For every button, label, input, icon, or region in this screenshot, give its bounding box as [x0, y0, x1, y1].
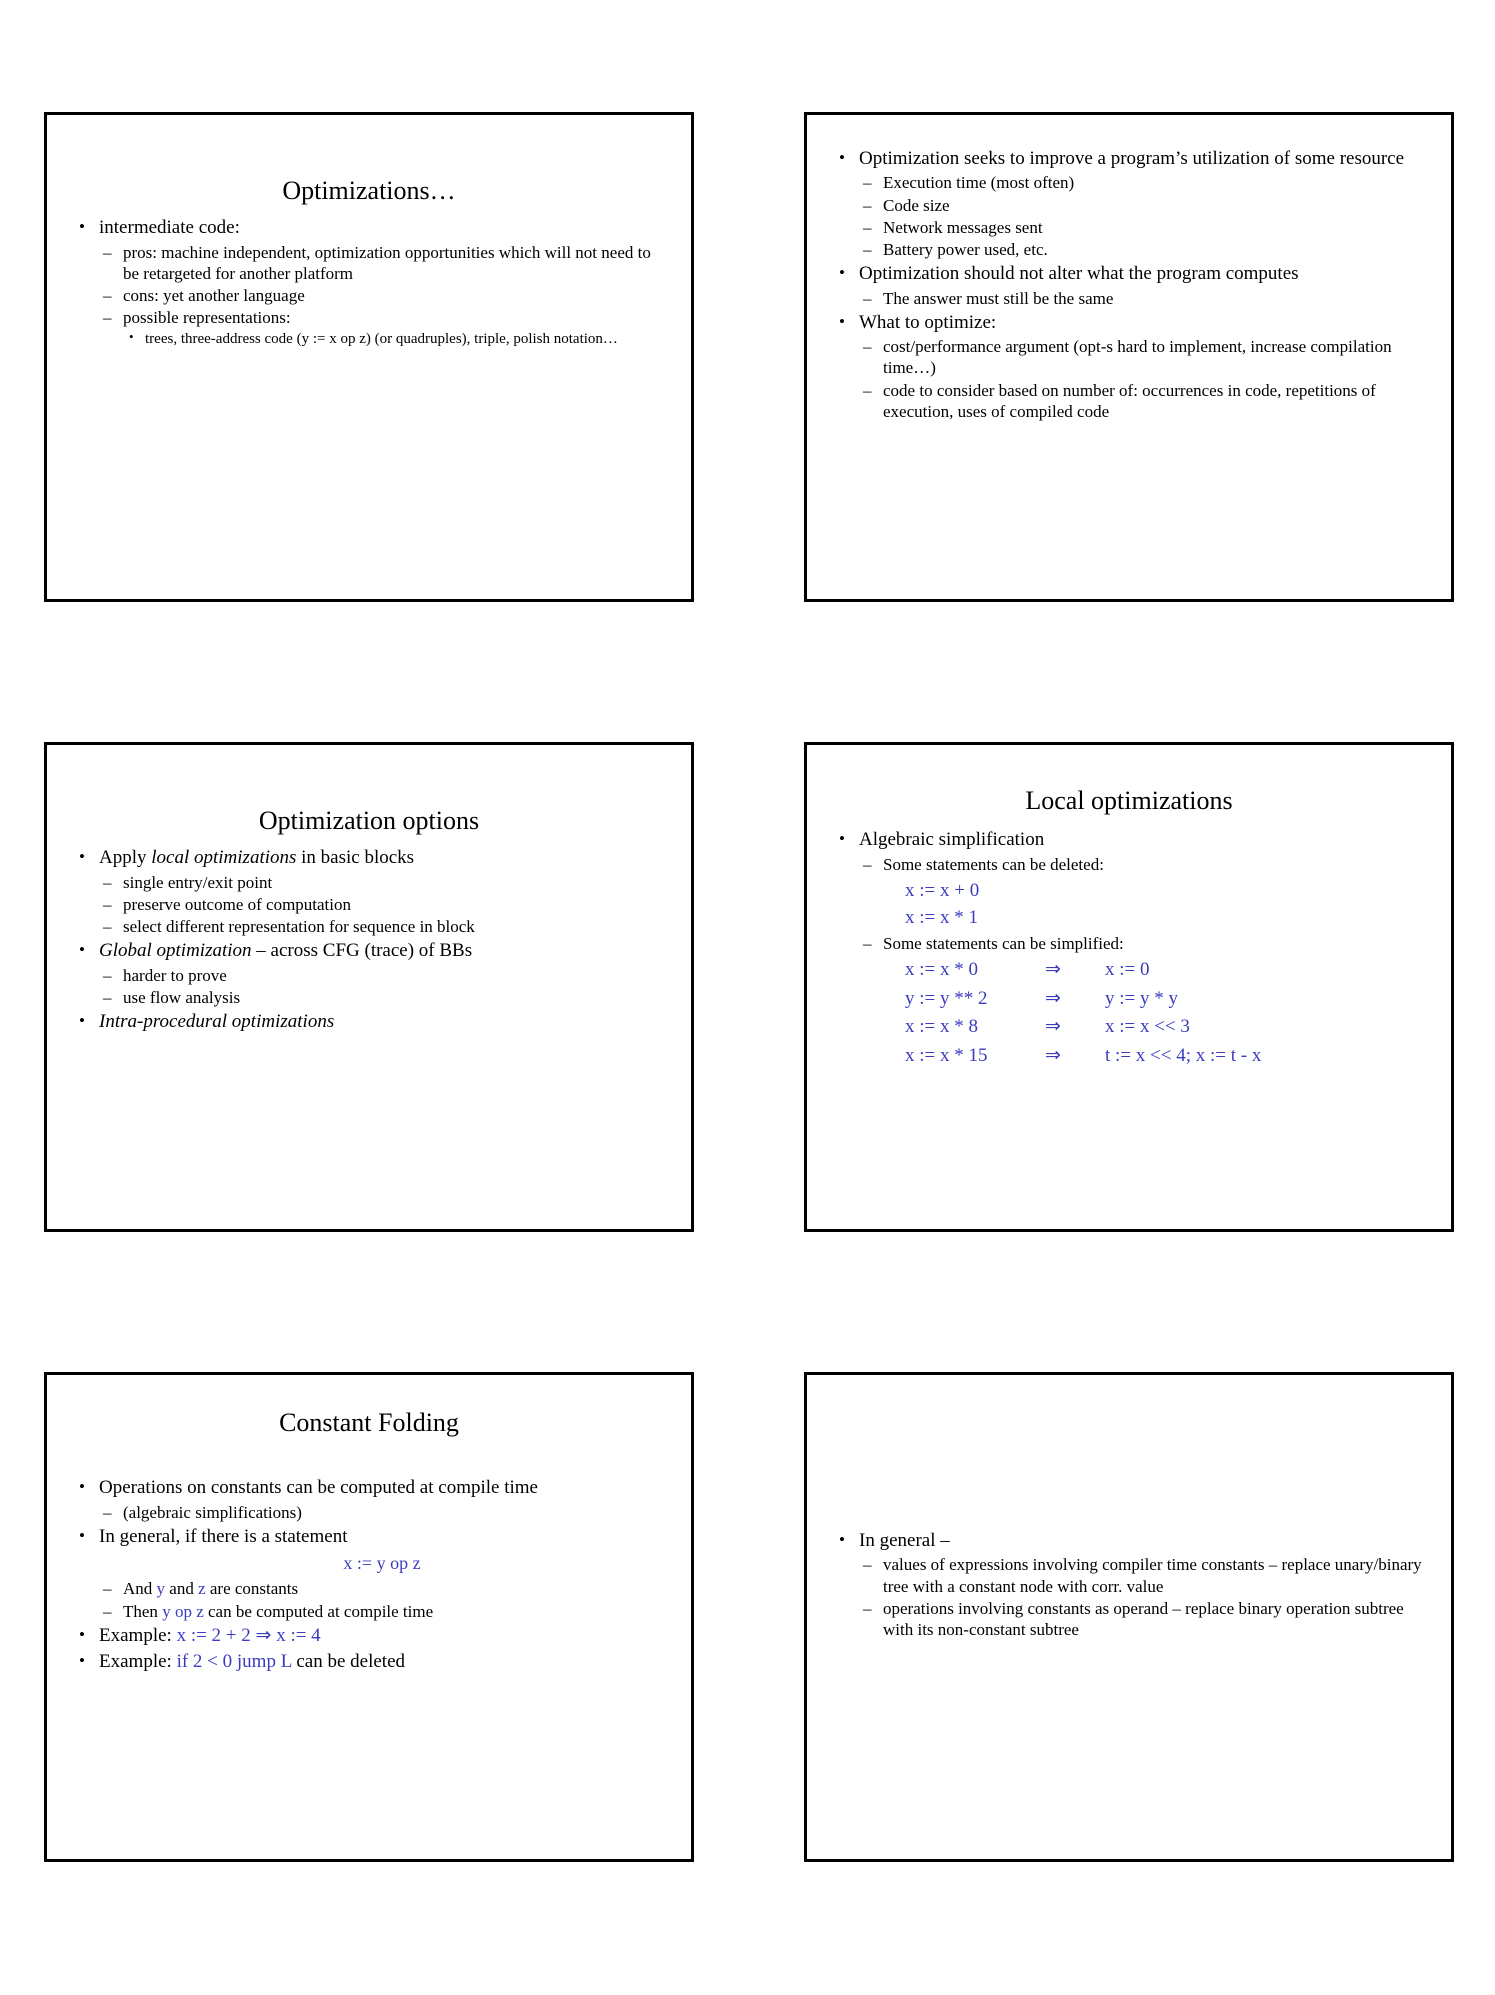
list-item — [859, 288, 1425, 309]
list-item-text: Execution time (most often) — [883, 173, 1075, 193]
list-item — [833, 1529, 1425, 1640]
list-item — [73, 939, 665, 1008]
code-rhs: x := x << 3 — [1105, 1016, 1190, 1038]
list-item-text: code to consider based on number of: occurrences in code, repetitions of execution, uses of compiled code — [883, 380, 1376, 421]
list-item-text: And — [123, 1579, 157, 1599]
list-item-text: can be computed at compile time — [203, 1601, 434, 1621]
list-item-text: The answer must still be the same — [883, 288, 1114, 308]
list-item — [99, 307, 665, 349]
list-item — [833, 147, 1425, 260]
list-item-text: Code size — [883, 195, 950, 215]
sub-list — [99, 1502, 665, 1523]
list-item-text: values of expressions involving compiler time constants – replace unary/binary tree with a constant node with corr. value — [883, 1555, 1422, 1596]
code-rhs: t := x << 4; x := t - x — [1105, 1044, 1262, 1066]
list-item — [859, 195, 1425, 216]
list-item — [859, 336, 1425, 379]
code-token: y — [156, 1579, 166, 1599]
list-item-text: select different representation for sequence in block — [123, 917, 475, 936]
sub-list — [859, 854, 1425, 875]
list-item — [833, 311, 1425, 422]
list-item — [859, 1554, 1425, 1597]
sub-list — [99, 965, 665, 1009]
implies-icon: ⇒ — [1045, 1016, 1061, 1038]
list-item-text: Network messages sent — [883, 217, 1043, 237]
list-item — [99, 242, 665, 285]
sub-list — [99, 1578, 665, 1622]
list-item-text: pros: machine independent, optimization opportunities which will not need to be retargeted for another platform — [123, 242, 651, 283]
sub-sub-list — [123, 330, 665, 350]
list-item-text: Example: — [99, 1651, 177, 1673]
sub-list — [859, 933, 1425, 954]
implies-icon: ⇒ — [1045, 987, 1061, 1009]
list-item-text: trees, three-address code (y := x op z) (or quadruples), triple, polish notation… — [145, 330, 618, 347]
list-item — [99, 1578, 665, 1599]
code-lhs: x := x * 8 — [905, 1016, 978, 1038]
code-line: x := x + 0 — [905, 879, 980, 901]
list-item — [99, 916, 665, 937]
list-item — [73, 1624, 665, 1648]
list-item-text: (algebraic simplifications) — [123, 1502, 302, 1522]
list-item-text-emphasis: local optimizations — [151, 847, 297, 869]
list-item-text: intermediate code: — [99, 217, 240, 239]
list-item-text: Then — [123, 1601, 163, 1621]
code-line: x := x * 1 — [905, 907, 978, 929]
list-item-text: cost/performance argument (opt-s hard to implement, increase compilation time…) — [883, 337, 1392, 378]
list-item-text-emphasis: Global optimization — [99, 940, 252, 962]
simplification-row — [859, 1042, 1425, 1071]
slide-optimizations — [44, 112, 694, 602]
list-item — [859, 380, 1425, 423]
list-item — [859, 217, 1425, 238]
list-item — [859, 854, 1425, 875]
slide-constant-folding — [44, 1372, 694, 1862]
slide-content — [833, 828, 1425, 1070]
simplification-row — [859, 985, 1425, 1014]
slide-content — [73, 216, 665, 349]
code-rhs: x := 0 — [1105, 959, 1150, 981]
list-item — [99, 872, 665, 893]
list-item — [859, 172, 1425, 193]
list-item-text: can be deleted — [291, 1651, 405, 1673]
code-rhs: y := y * y — [1105, 987, 1178, 1009]
slide-title: Optimizations… — [282, 176, 456, 205]
list-item — [99, 987, 665, 1008]
slide-local-optimizations — [804, 742, 1454, 1232]
implies-icon: ⇒ — [1045, 1044, 1061, 1066]
slide-title: Constant Folding — [279, 1408, 459, 1437]
code-lhs: x := x * 0 — [905, 959, 978, 981]
list-item-text-part: in basic blocks — [296, 847, 415, 869]
list-item-text: Optimization should not alter what the program computes — [859, 263, 1299, 285]
list-item-text: and — [165, 1579, 199, 1599]
list-item — [73, 1476, 665, 1523]
slide-content — [73, 1476, 665, 1674]
slide-content — [833, 1529, 1425, 1640]
list-item-text: use flow analysis — [123, 987, 241, 1007]
list-item — [73, 846, 665, 937]
code-lhs: y := y ** 2 — [905, 987, 988, 1009]
slide-optimization-goals — [804, 112, 1454, 602]
slide-constant-folding-general — [804, 1372, 1454, 1862]
list-item-text-part: Apply — [99, 847, 152, 869]
list-item-text: Operations on constants can be computed at compile time — [99, 1477, 538, 1499]
list-item-text: single entry/exit point — [123, 872, 273, 892]
code-lhs: x := x * 15 — [905, 1044, 988, 1066]
list-item-text: Battery power used, etc. — [883, 240, 1048, 260]
list-item — [833, 262, 1425, 309]
code-token: if 2 < 0 jump L — [176, 1651, 292, 1673]
sub-list — [859, 1554, 1425, 1640]
sub-list — [859, 172, 1425, 260]
list-item-text: In general, if there is a statement — [99, 1525, 348, 1547]
list-item — [99, 965, 665, 986]
list-item-text: operations involving constants as operand – replace binary operation subtree with its non-constant subtree — [883, 1598, 1404, 1640]
list-item-text: harder to prove — [123, 965, 227, 985]
slide-optimization-options — [44, 742, 694, 1232]
list-item — [73, 1650, 665, 1674]
list-item — [859, 933, 1425, 954]
list-item-text: Optimization seeks to improve a program’s utilization of some resource — [859, 148, 1405, 169]
sub-list — [99, 242, 665, 350]
implies-icon: ⇒ — [1045, 959, 1061, 981]
list-item-text-part: – across CFG (trace) of BBs — [251, 940, 473, 962]
slide-grid — [44, 112, 1454, 1862]
list-item — [99, 1502, 665, 1523]
list-item-text: Example: — [99, 1624, 177, 1646]
list-item — [99, 894, 665, 915]
list-item-text: Some statements can be simplified: — [883, 933, 1124, 953]
list-item — [73, 1525, 665, 1622]
list-item — [73, 216, 665, 349]
list-item-text: What to optimize: — [859, 311, 997, 333]
list-item — [123, 330, 665, 350]
simplification-row — [859, 956, 1425, 985]
statement-code: x := y op z — [343, 1553, 421, 1574]
list-item-text: preserve outcome of computation — [123, 894, 352, 914]
list-item — [833, 828, 1425, 1070]
simplification-row — [859, 1013, 1425, 1042]
slide-title: Optimization options — [258, 806, 480, 835]
list-item-text: Some statements can be deleted: — [883, 854, 1104, 874]
list-item — [859, 1598, 1425, 1641]
list-item-text-emphasis: Intra-procedural optimizations — [99, 1011, 335, 1033]
list-item-text: Algebraic simplification — [859, 829, 1045, 851]
list-item-text: are constants — [205, 1579, 299, 1599]
sub-list — [99, 872, 665, 938]
code-token: y op z — [162, 1601, 204, 1621]
sub-list — [859, 336, 1425, 422]
slide-content — [833, 147, 1425, 422]
list-item-text: cons: yet another language — [123, 286, 305, 305]
list-item — [859, 239, 1425, 260]
slide-content — [73, 846, 665, 1034]
code-token: z — [198, 1579, 206, 1599]
slide-title: Local optimizations — [1025, 786, 1233, 815]
list-item — [99, 1601, 665, 1622]
list-item-text: In general – — [859, 1530, 950, 1551]
list-item-text: possible representations: — [123, 308, 291, 328]
list-item — [99, 285, 665, 306]
list-item — [73, 1010, 665, 1034]
code-token: x := 2 + 2 ⇒ x := 4 — [176, 1624, 321, 1646]
sub-list — [859, 288, 1425, 309]
